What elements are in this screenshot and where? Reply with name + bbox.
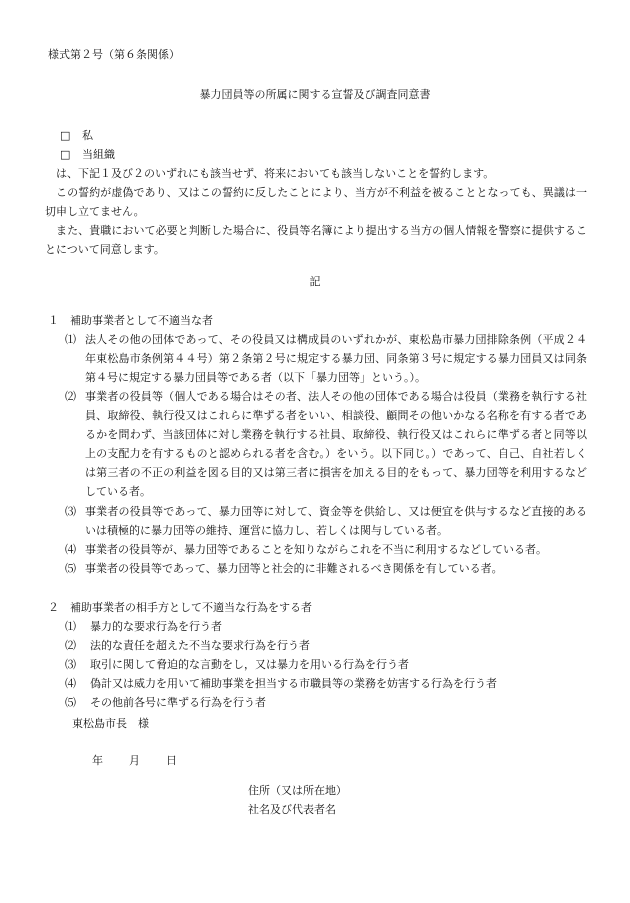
address-label: 住所（又は所在地） [248,784,347,797]
section2-item-3 [65,655,409,674]
no-objection-paragraph: この誓約が虚偽であり、又はこの誓約に反したことにより、当方が不利益を被ることとなっても、異議は一切申し立てません。 [45,186,587,218]
checkbox-label: 当組織 [82,148,115,161]
item-number: ⑸ [65,562,76,575]
item-number: ⑵ [65,639,76,652]
item-number: ⑷ [65,677,76,690]
item-number: ⑸ [65,696,76,709]
item-text: 法人その他の団体であって、その役員又は構成員のいずれかが、東松島市暴力団排除条例（平成２４年東松島市条例第４４号）第２条第２号に規定する暴力団、同条第３号に規定する暴力団員又は同条第４号に規定する暴力団員等である者（以下「暴力団等」という。）。 [85,333,587,384]
company-representative-label: 社名及び代表者名 [248,803,336,816]
item-text: 取引に関して脅迫的な言動をし，又は暴力を用いる行為を行う者 [90,658,409,671]
checkbox-icon[interactable]: □ [60,129,71,142]
checkbox-icon[interactable]: □ [60,148,71,161]
section2-item-2 [65,636,310,655]
section1-item-3 [60,502,587,540]
item-text: 法的な責任を超えた不当な要求行為を行う者 [90,639,310,652]
item-text: 偽計又は威力を用いて補助事業を担当する市職員等の業務を妨害する行為を行う者 [90,677,497,690]
pledge-paragraph: は、下記１及び２のいずれにも該当せず、将来においても該当しないことを誓約します。 [56,167,495,180]
date-year: 年 [92,754,103,767]
item-text: 事業者の役員等であって、暴力団等と社会的に非難されるべき関係を有している者。 [85,562,503,575]
checkbox-label: 私 [82,129,93,142]
checkbox-option-self[interactable] [60,126,93,145]
section2-item-4 [65,674,497,693]
date-line [92,751,177,770]
section1-item-4 [60,540,587,559]
date-month: 月 [129,754,140,767]
section1-item-5 [60,559,587,578]
item-text: 事業者の役員等であって、暴力団等に対して、資金等を供給し、又は便宜を供与するなど直接的あるいは積極的に暴力団等の維持、運営に協力し、若しくは関与している者。 [85,505,587,537]
item-number: ⑵ [65,390,76,403]
section2-item-5 [65,693,266,712]
section1-item-2 [60,387,587,501]
form-label: 様式第２号（第６条関係） [48,48,180,61]
item-text: その他前各号に準ずる行為を行う者 [90,696,266,709]
section1-item-1 [60,330,587,387]
date-day: 日 [166,754,177,767]
item-text: 事業者の役員等が、暴力団等であることを知りながらこれを不当に利用するなどしている者。 [85,543,547,556]
item-number: ⑴ [65,620,76,633]
section2-title: ２ 補助事業者の相手方として不適当な行為をする者 [48,601,312,614]
item-number: ⑷ [65,543,76,556]
consent-paragraph: また、貴職において必要と判断した場合に、役員等名簿により提出する当方の個人情報を警察に提供することについて同意します。 [45,224,587,256]
document-title: 暴力団員等の所属に関する宣誓及び調査同意書 [199,88,431,101]
addressee: 東松島市長 様 [72,717,149,730]
item-text: 事業者の役員等（個人である場合はその者、法人その他の団体である場合は役員（業務を執行する社員、取締役、執行役又はこれらに準ずる者をいい、相談役、顧問その他いかなる名称を有する者であるかを問わず、当該団体に対し業務を執行する社員、取締役、執行役又はこれらに準ずる者と同等以上の支配力を有するものと認められる者を含む。）をいう。以下同じ。）であって、自己、自社若しくは第三者の不正の利益を図る目的又は第三者に損害を加える目的をもって、暴力団等を利用するなどしている者。 [85,390,587,498]
item-number: ⑶ [65,505,76,518]
item-number: ⑴ [65,333,76,346]
ki-heading: 記 [309,275,321,288]
item-text: 暴力的な要求行為を行う者 [90,620,222,633]
section1-title: １ 補助事業者として不適当な者 [48,314,213,327]
checkbox-option-organization[interactable] [60,145,115,164]
item-number: ⑶ [65,658,76,671]
section2-item-1 [65,617,222,636]
